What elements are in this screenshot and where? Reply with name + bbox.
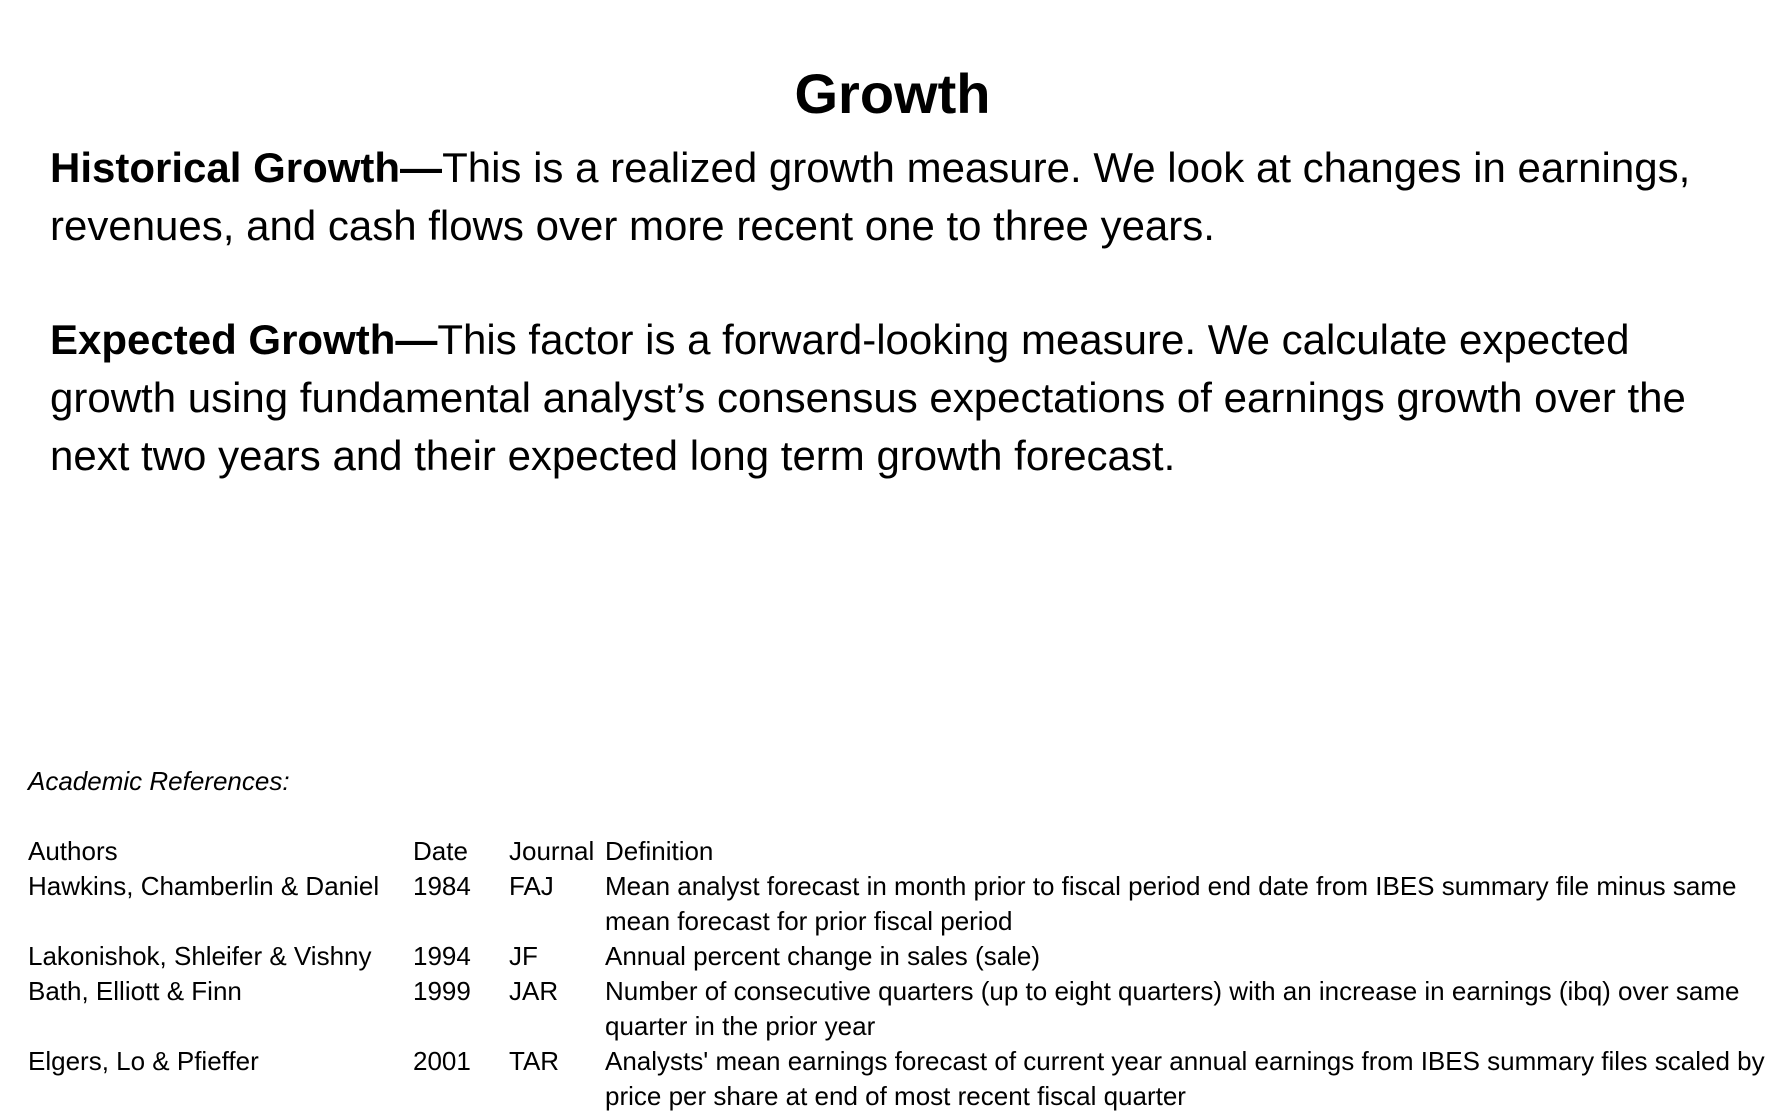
expected-growth-lead: Expected Growth— [50, 316, 438, 363]
row-authors: Lakonishok, Shleifer & Vishny [28, 941, 372, 971]
row-journal: TAR [509, 1046, 560, 1076]
references-header-row [28, 834, 1768, 869]
row-definition: Number of consecutive quarters (up to eight quarters) with an increase in earnings (ibq) over same quarter in the prior year [605, 976, 1740, 1041]
row-date: 1994 [413, 941, 471, 971]
historical-growth-text: This is a realized growth measure. We look at changes in earnings, revenues, and cash flows over more recent one to three years. [50, 144, 1691, 249]
row-definition: Mean analyst forecast in month prior to fiscal period end date from IBES summary file minus same mean forecast for prior fiscal period [605, 871, 1737, 936]
page-title: Growth [794, 62, 991, 125]
row-journal: JF [509, 941, 538, 971]
row-authors: Bath, Elliott & Finn [28, 976, 242, 1006]
historical-growth-paragraph [50, 139, 1750, 255]
row-authors: Hawkins, Chamberlin & Daniel [28, 871, 380, 901]
table-row [28, 974, 1768, 1044]
row-date: 2001 [413, 1046, 471, 1076]
row-authors: Elgers, Lo & Pfieffer [28, 1046, 259, 1076]
row-date: 1984 [413, 871, 471, 901]
header-journal: Journal [509, 836, 595, 866]
row-date: 1999 [413, 976, 471, 1006]
header-authors: Authors [28, 836, 118, 866]
row-definition: Annual percent change in sales (sale) [605, 941, 1041, 971]
row-journal: JAR [509, 976, 559, 1006]
references-table [28, 834, 1768, 1114]
expected-growth-text: This factor is a forward-looking measure. We calculate expected growth using fundamental analyst’s consensus expectations of earnings growth over the next two years and their expected long term growth forecast. [50, 316, 1686, 479]
row-journal: FAJ [509, 871, 554, 901]
table-row [28, 869, 1768, 939]
table-row [28, 1044, 1768, 1114]
table-row [28, 939, 1768, 974]
historical-growth-lead: Historical Growth— [50, 144, 443, 191]
row-definition: Analysts' mean earnings forecast of current year annual earnings from IBES summary files scaled by price per share at end of most recent fiscal quarter [605, 1046, 1765, 1111]
references-heading: Academic References: [28, 766, 290, 796]
header-date: Date [413, 836, 468, 866]
expected-growth-paragraph [50, 311, 1750, 485]
header-definition: Definition [605, 836, 714, 866]
